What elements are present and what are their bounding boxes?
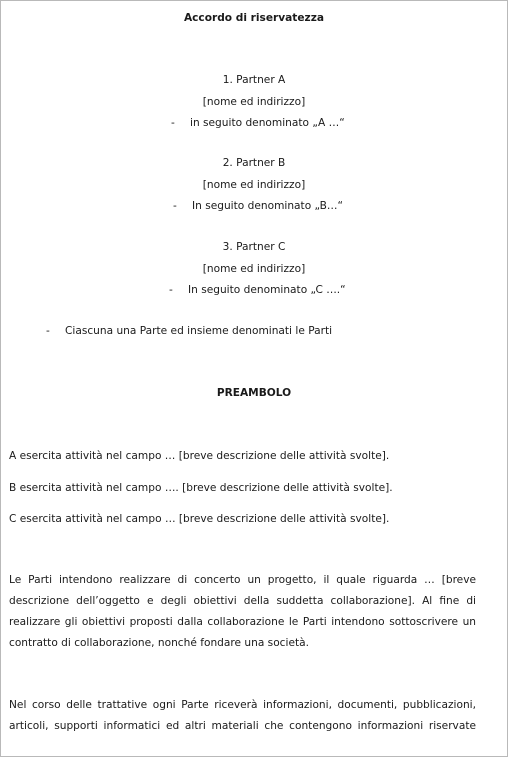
- partner-b-heading: 2. Partner B: [222, 157, 286, 169]
- parties-note-text: Ciascuna una Parte ed insieme denominati le Parti: [65, 325, 333, 337]
- partner-c-dash: -: [169, 284, 173, 296]
- paragraph-project-line: contratto di collaborazione, nonché fondare una società.: [9, 637, 309, 649]
- paragraph-negotiations-line: Nel corso delle trattative ogni Parte riceverà informazioni, documenti, pubblicazioni,: [9, 699, 476, 711]
- partner-b-designation: In seguito denominato „B…“: [192, 200, 343, 212]
- partner-a-address: [nome ed indirizzo]: [202, 96, 306, 108]
- partner-b-dash: -: [173, 200, 177, 212]
- parties-note-dash: -: [46, 325, 50, 337]
- activity-c: C esercita attività nel campo … [breve descrizione delle attività svolte].: [9, 513, 390, 525]
- preamble-heading: PREAMBOLO: [216, 387, 292, 399]
- partner-c-address: [nome ed indirizzo]: [202, 263, 306, 275]
- paragraph-project-line: descrizione dell’oggetto e degli obiettivi della suddetta collaborazione]. Al fine di: [9, 595, 476, 607]
- partner-a-heading: 1. Partner A: [222, 74, 286, 86]
- paragraph-project: [9, 570, 476, 654]
- paragraph-project-line: Le Parti intendono realizzare di concerto un progetto, il quale riguarda … [breve: [9, 574, 476, 586]
- partner-a-designation: in seguito denominato „A …“: [190, 117, 345, 129]
- partner-a-dash: -: [171, 117, 175, 129]
- paragraph-negotiations: [9, 695, 476, 737]
- partner-b-address: [nome ed indirizzo]: [202, 179, 306, 191]
- activity-a: A esercita attività nel campo … [breve descrizione delle attività svolte].: [9, 450, 390, 462]
- paragraph-negotiations-line: articoli, supporti informatici ed altri materiali che contengono informazioni riservate: [9, 720, 476, 732]
- partner-c-designation: In seguito denominato „C ….“: [188, 284, 346, 296]
- partner-c-heading: 3. Partner C: [222, 241, 286, 253]
- activity-b: B esercita attività nel campo …. [breve descrizione delle attività svolte].: [9, 482, 393, 494]
- document-title: Accordo di riservatezza: [183, 12, 325, 24]
- paragraph-project-line: realizzare gli obiettivi proposti dalla collaborazione le Parti intendono sottoscrivere un: [9, 616, 476, 628]
